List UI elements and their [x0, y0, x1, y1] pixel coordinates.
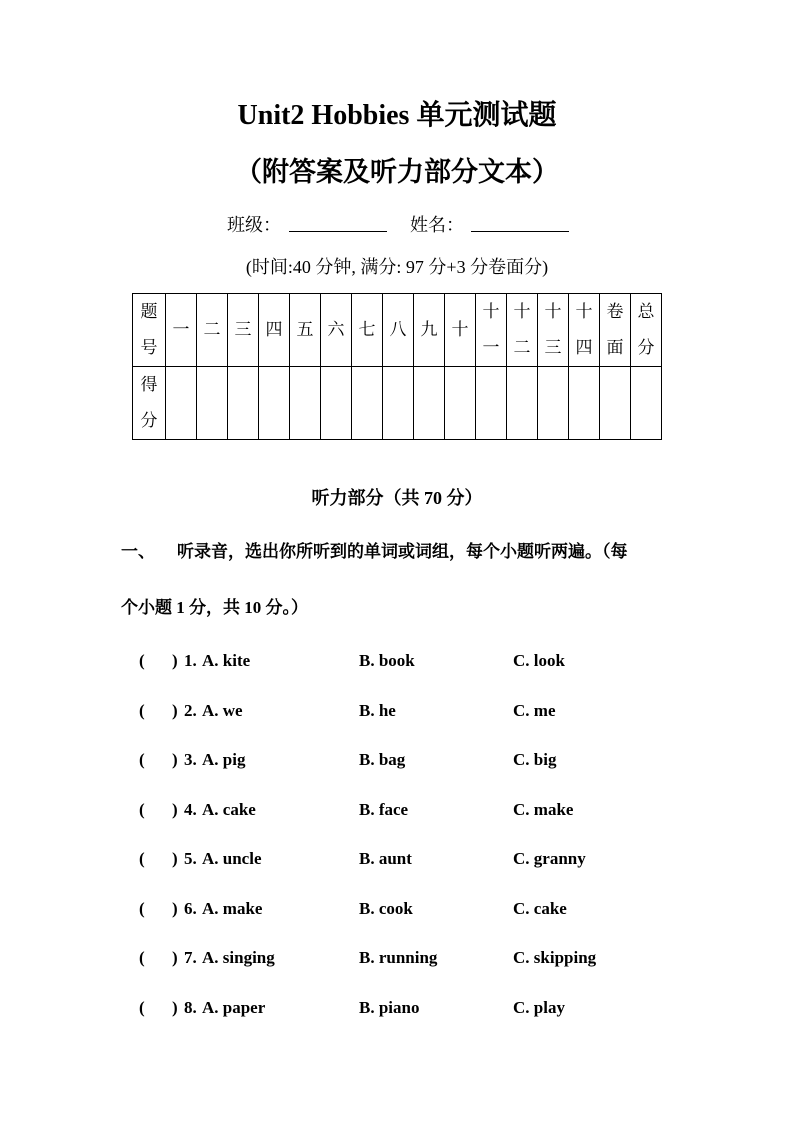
answer-paren-close: ): [172, 651, 178, 670]
time-score-info: (时间:40 分钟, 满分: 97 分+3 分卷面分): [245, 257, 549, 277]
option-a: A. uncle: [202, 849, 262, 868]
column-header: 五: [290, 294, 321, 367]
question-row: [0, 896, 794, 922]
option-c: C. look: [513, 651, 565, 670]
question-number: 3.: [184, 750, 197, 769]
option-a: A. make: [202, 899, 263, 918]
column-header: 十 一: [476, 294, 507, 367]
column-header: 一: [166, 294, 197, 367]
score-cell[interactable]: [569, 367, 600, 440]
answer-paren-close: ): [172, 899, 178, 918]
answer-paren-close: ): [172, 998, 178, 1017]
part1-number: 一、: [121, 542, 155, 561]
option-c: C. skipping: [513, 948, 597, 967]
answer-paren-open[interactable]: (: [139, 750, 145, 769]
answer-paren-open[interactable]: (: [139, 948, 145, 967]
score-cell[interactable]: [166, 367, 197, 440]
score-cell[interactable]: [321, 367, 352, 440]
name-blank[interactable]: [471, 231, 569, 232]
question-row: [0, 797, 794, 823]
option-c: C. play: [513, 998, 565, 1017]
score-table: [132, 293, 662, 440]
column-header: 十 二: [507, 294, 538, 367]
answer-paren-close: ): [172, 701, 178, 720]
column-header: 卷 面: [600, 294, 631, 367]
score-cell[interactable]: [476, 367, 507, 440]
question-row: [0, 747, 794, 773]
column-header: 九: [414, 294, 445, 367]
row-label-question-number: 题 号: [133, 294, 166, 367]
score-cell[interactable]: [600, 367, 631, 440]
question-number: 2.: [184, 701, 197, 720]
column-header: 七: [352, 294, 383, 367]
score-table-score-row: [133, 367, 662, 440]
option-c: C. cake: [513, 899, 567, 918]
answer-paren-close: ): [172, 750, 178, 769]
answer-paren-open[interactable]: (: [139, 701, 145, 720]
class-label: 班级：: [227, 215, 281, 235]
question-number: 8.: [184, 998, 197, 1017]
page-subtitle: （附答案及听力部分文本）: [235, 157, 559, 187]
option-b: B. bag: [359, 750, 406, 769]
score-cell[interactable]: [259, 367, 290, 440]
answer-paren-open[interactable]: (: [139, 899, 145, 918]
question-number: 4.: [184, 800, 197, 819]
option-a: A. pig: [202, 750, 246, 769]
column-header: 十 三: [538, 294, 569, 367]
column-header: 总 分: [631, 294, 662, 367]
class-blank[interactable]: [289, 231, 387, 232]
score-cell[interactable]: [507, 367, 538, 440]
page-title: Unit2 Hobbies 单元测试题: [237, 100, 557, 131]
part1-instruction-continued: 个小题 1 分，共 10 分。）: [121, 598, 308, 617]
question-number: 7.: [184, 948, 197, 967]
answer-paren-close: ): [172, 849, 178, 868]
question-number: 1.: [184, 651, 197, 670]
column-header: 六: [321, 294, 352, 367]
score-cell[interactable]: [352, 367, 383, 440]
option-b: B. aunt: [359, 849, 412, 868]
listening-section-title: 听力部分（共 70 分）: [311, 488, 483, 508]
option-b: B. cook: [359, 899, 413, 918]
option-b: B. piano: [359, 998, 420, 1017]
score-cell[interactable]: [538, 367, 569, 440]
question-row: [0, 698, 794, 724]
part1-instruction: [121, 538, 628, 566]
score-cell[interactable]: [631, 367, 662, 440]
score-cell[interactable]: [228, 367, 259, 440]
option-b: B. face: [359, 800, 409, 819]
answer-paren-open[interactable]: (: [139, 849, 145, 868]
option-c: C. make: [513, 800, 574, 819]
column-header: 三: [228, 294, 259, 367]
part1-instruction-text: 听录音，选出你所听到的单词或词组，每个小题听两遍。（每: [177, 542, 628, 561]
option-a: A. we: [202, 701, 243, 720]
answer-paren-close: ): [172, 948, 178, 967]
question-row: [0, 648, 794, 674]
answer-paren-open[interactable]: (: [139, 998, 145, 1017]
score-cell[interactable]: [197, 367, 228, 440]
answer-paren-close: ): [172, 800, 178, 819]
score-cell[interactable]: [290, 367, 321, 440]
column-header: 十 四: [569, 294, 600, 367]
column-header: 十: [445, 294, 476, 367]
question-row: [0, 945, 794, 971]
option-c: C. granny: [513, 849, 586, 868]
score-table-header-row: [133, 294, 662, 367]
option-c: C. big: [513, 750, 557, 769]
name-label: 姓名：: [410, 215, 464, 235]
option-b: B. running: [359, 948, 438, 967]
question-row: [0, 995, 794, 1021]
column-header: 二: [197, 294, 228, 367]
answer-paren-open[interactable]: (: [139, 651, 145, 670]
answer-paren-open[interactable]: (: [139, 800, 145, 819]
option-a: A. cake: [202, 800, 256, 819]
column-header: 八: [383, 294, 414, 367]
row-label-score: 得 分: [133, 367, 166, 440]
question-row: [0, 846, 794, 872]
option-a: A. singing: [202, 948, 275, 967]
column-header: 四: [259, 294, 290, 367]
option-b: B. book: [359, 651, 415, 670]
score-cell[interactable]: [383, 367, 414, 440]
option-a: A. kite: [202, 651, 251, 670]
option-c: C. me: [513, 701, 556, 720]
question-number: 6.: [184, 899, 197, 918]
score-cell[interactable]: [445, 367, 476, 440]
question-number: 5.: [184, 849, 197, 868]
option-b: B. he: [359, 701, 396, 720]
score-cell[interactable]: [414, 367, 445, 440]
option-a: A. paper: [202, 998, 266, 1017]
